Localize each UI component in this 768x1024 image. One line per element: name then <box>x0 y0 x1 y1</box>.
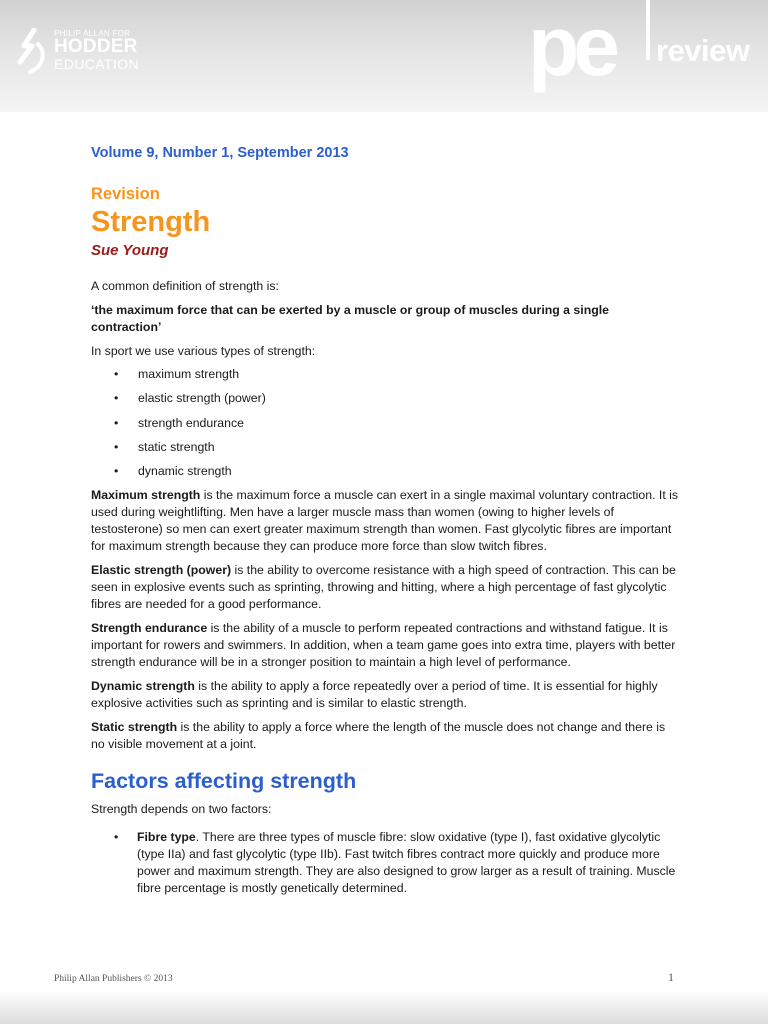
factors-list <box>91 829 681 897</box>
page-header <box>0 0 768 112</box>
paragraph-text: is the ability to apply a force where the length of the muscle does not change and there is no visible movement at a joint. <box>91 720 666 752</box>
article-body <box>91 144 681 897</box>
list-item-text: . There are three types of muscle fibre: slow oxidative (type I), fast oxidative glycolytic (type IIa) and fast glycolytic (type IIb). Fast twitch fibres contract more quickly and produce more power and maximum strength. They are also designed to grow larger as a result of training. Muscle fibre percentage is mostly genetically determined. <box>137 830 676 896</box>
list-item-text: dynamic strength <box>138 464 232 479</box>
paragraph-text: is the ability to apply a force repeatedly over a period of time. It is essential for highly explosive activities such as sprinting and is similar to elastic strength. <box>91 679 658 711</box>
factors-heading: Factors affecting strength <box>91 769 357 794</box>
list-item <box>91 829 681 897</box>
bullet-glyph: • <box>114 415 119 430</box>
list-item-text: elastic strength (power) <box>138 391 266 406</box>
definition-paragraph <box>91 302 681 336</box>
paragraph-dynamic-strength <box>91 678 681 712</box>
term: Dynamic strength <box>91 679 195 694</box>
term: Strength endurance <box>91 621 208 636</box>
strength-types-list <box>91 366 681 480</box>
list-item-text: strength endurance <box>138 415 244 430</box>
list-item-text: static strength <box>138 439 215 454</box>
paragraph-elastic-strength <box>91 562 681 613</box>
page-number: 1 <box>668 970 674 984</box>
article-title: Strength <box>91 206 211 238</box>
hodder-swirl-icon <box>14 28 48 74</box>
definition-text: ‘the maximum force that can be exerted by a muscle or group of muscles during a single contraction’ <box>91 303 609 334</box>
publisher-small-text: PHILIP ALLAN FOR <box>54 29 131 38</box>
list-item <box>91 366 681 383</box>
bullet-glyph: • <box>114 464 119 479</box>
paragraph-text: is the ability to overcome resistance with a high speed of contraction. This can be seen in explosive events such as sprinting, throwing and hitting, where a high percentage of fast glycolytic fibres are needed for a good performance. <box>91 563 676 612</box>
publisher-name: HODDER <box>54 36 138 57</box>
paragraph-static-strength <box>91 719 681 753</box>
bullet-glyph: • <box>114 830 119 845</box>
logo-review-text: review <box>656 33 750 68</box>
list-item <box>91 463 681 480</box>
bullet-glyph: • <box>114 367 119 381</box>
footer-copyright: Philip Allan Publishers © 2013 <box>54 974 173 984</box>
intro-paragraph: A common definition of strength is: <box>91 279 279 293</box>
paragraph-strength-endurance <box>91 620 681 671</box>
publisher-sub: EDUCATION <box>54 56 140 72</box>
term: Fibre type <box>137 830 196 845</box>
list-item <box>91 415 681 432</box>
types-intro: In sport we use various types of strength: <box>91 344 316 358</box>
term: Maximum strength <box>91 488 201 503</box>
list-item <box>91 439 681 456</box>
paragraph-text: is the ability of a muscle to perform repeated contractions and withstand fatigue. It is important for rowers and swimmers. In addition, when a team game goes into extra time, players with better strength endurance will be in a stronger position to maintain a high level of performance. <box>91 621 676 670</box>
list-item <box>91 390 681 407</box>
hodder-education-logo <box>14 28 174 78</box>
volume-line: Volume 9, Number 1, September 2013 <box>91 145 349 161</box>
factors-intro: Strength depends on two factors: <box>91 802 272 817</box>
footer-bar <box>0 990 768 1024</box>
logo-divider <box>646 0 650 60</box>
list-item-text: maximum strength <box>138 367 240 381</box>
section-label: Revision <box>91 185 160 203</box>
paragraph-text: is the maximum force a muscle can exert in a single maximal voluntary contraction. It is used during weightlifting. Men have a larger muscle mass than women (owing to higher levels of testosterone) so men can exert greater maximum strength than women. Fast glycolytic fibres are important for maximum strength because they can produce more force than slow twitch fibres. <box>91 488 679 554</box>
term: Static strength <box>91 720 178 735</box>
logo-pe-text: pe <box>528 0 615 93</box>
paragraph-maximum-strength <box>91 487 681 555</box>
article-author: Sue Young <box>91 242 169 259</box>
pe-review-logo <box>528 0 768 112</box>
bullet-glyph: • <box>114 439 119 454</box>
bullet-glyph: • <box>114 391 119 406</box>
term: Elastic strength (power) <box>91 563 232 578</box>
